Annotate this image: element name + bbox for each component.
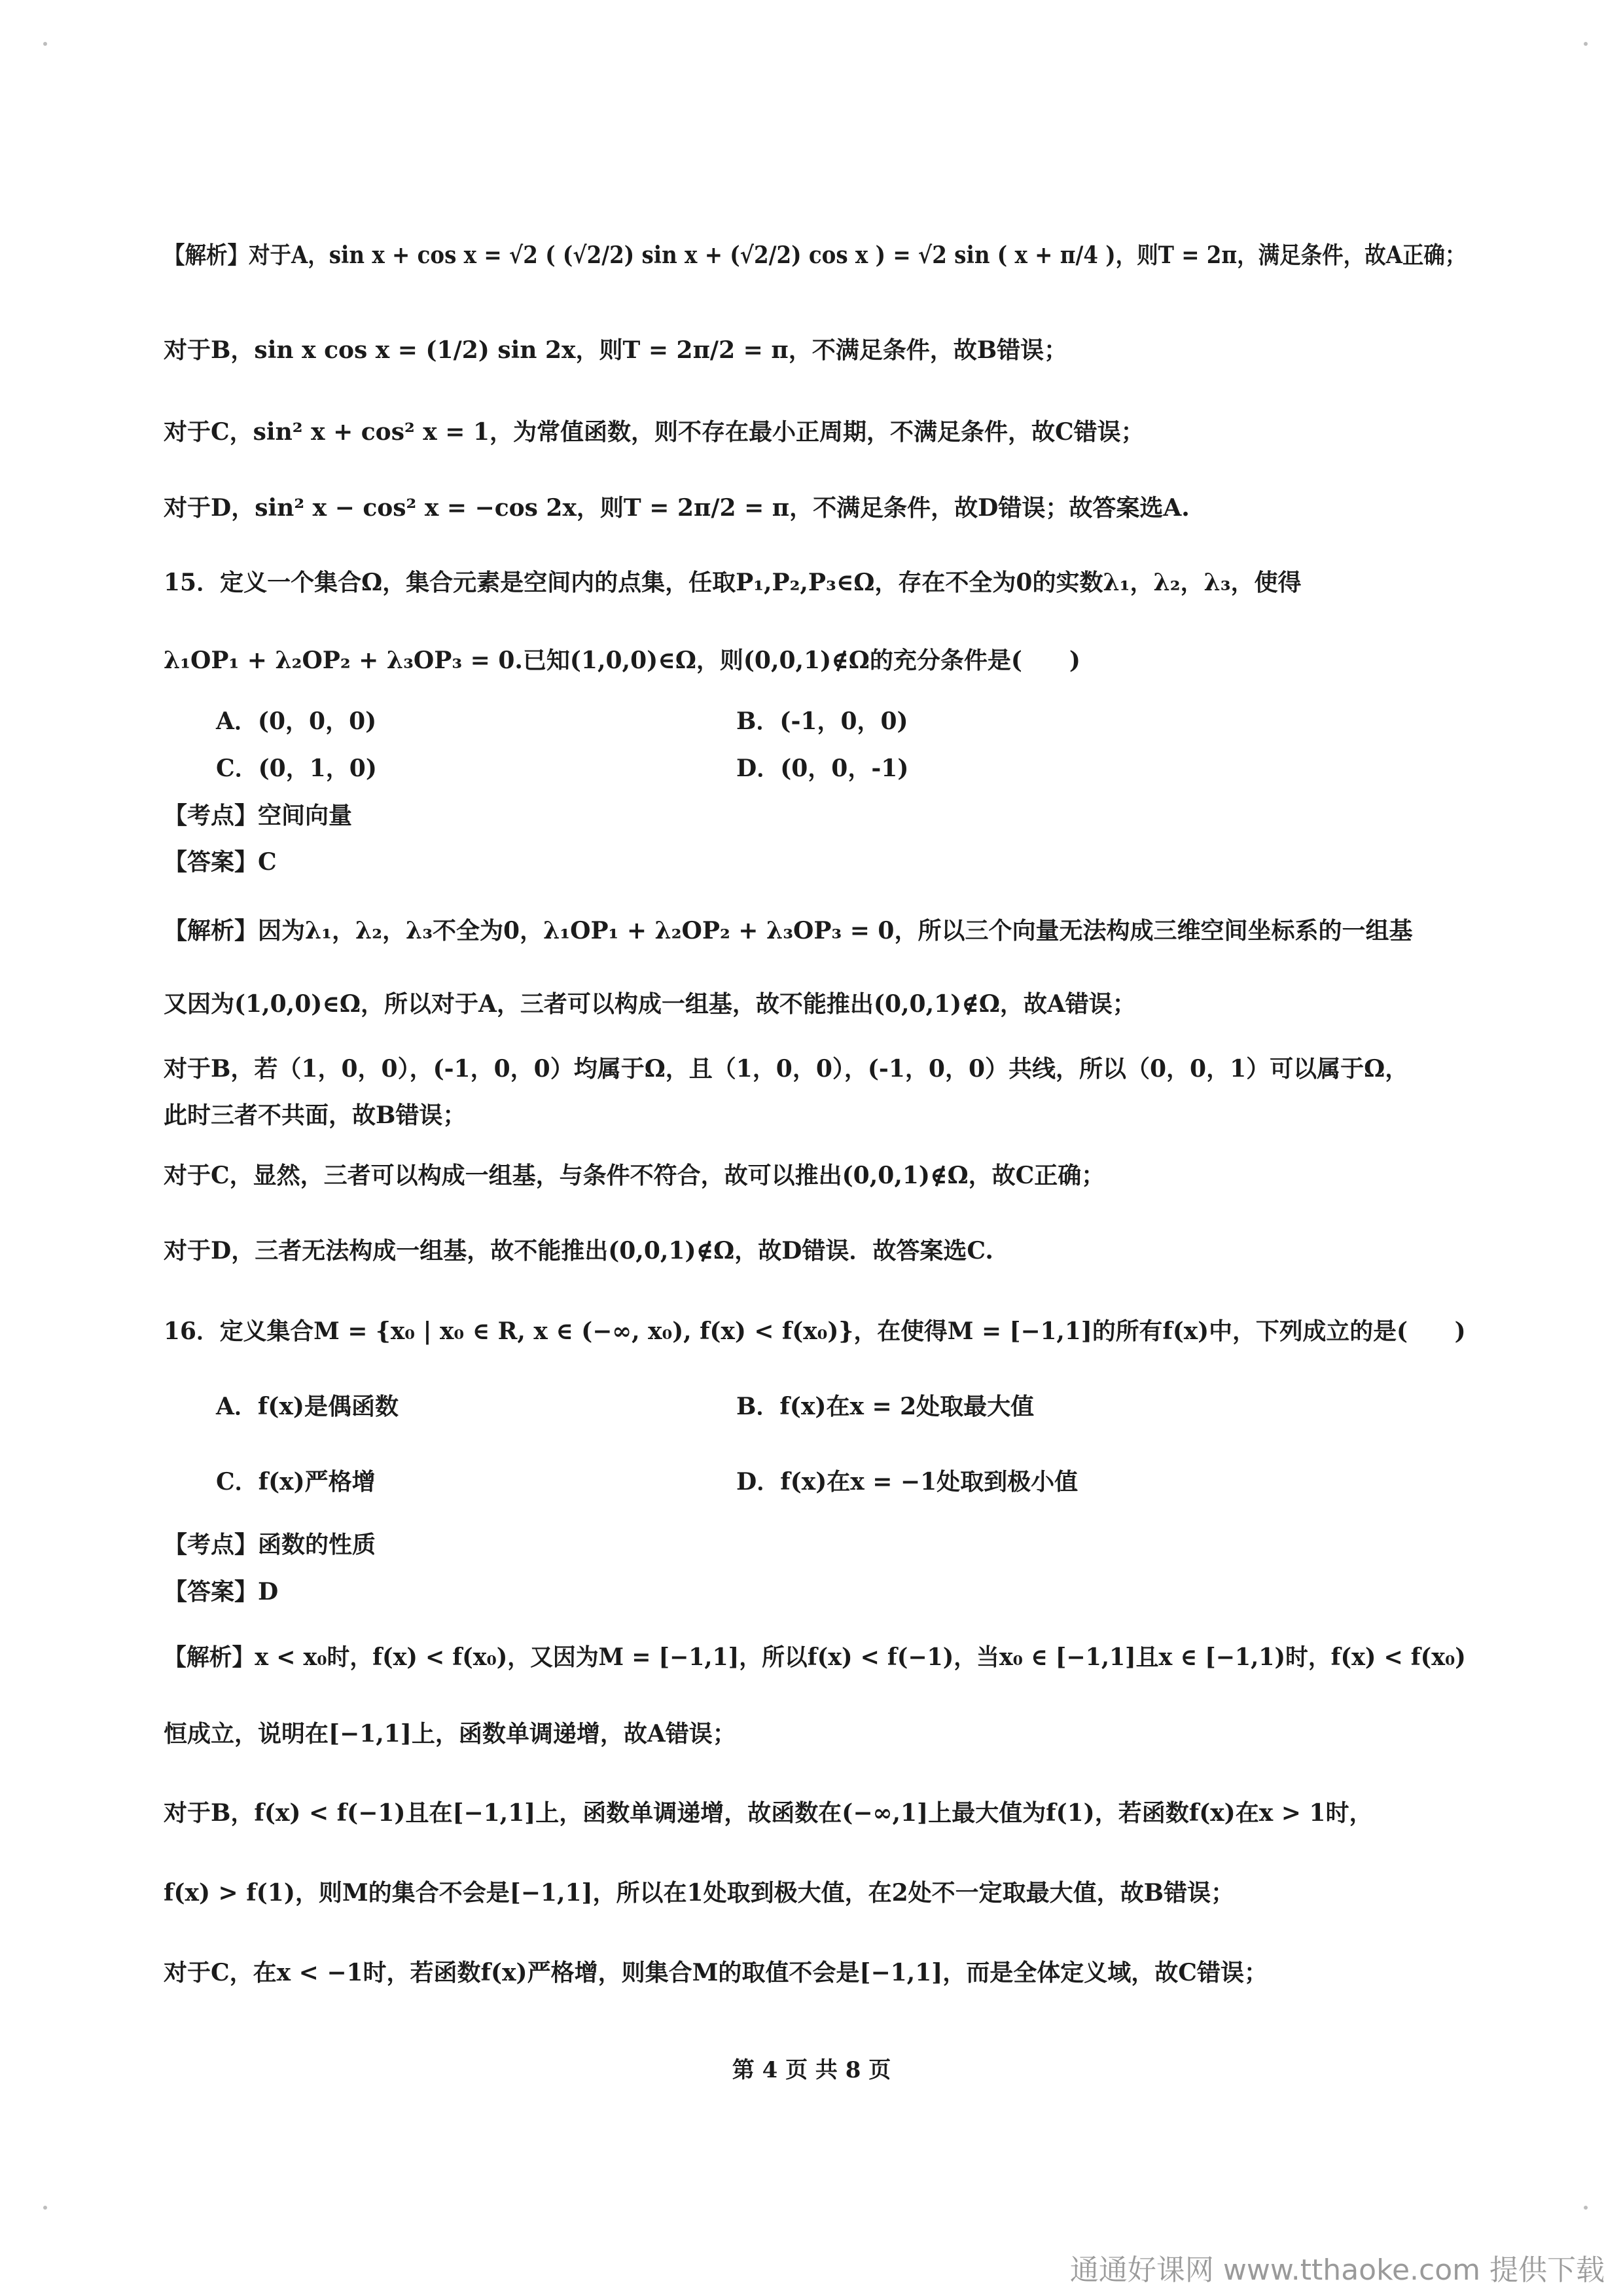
q16-option-d: D．f(x)在x = −1处取到极小值 — [736, 1468, 1079, 1496]
q14-analysis-b: 对于B，sin x cos x = (1/2) sin 2x，则T = 2π/2 = π，不满足条件，故B错误； — [164, 336, 1068, 364]
q16-analysis-2: 恒成立，说明在[−1,1]上，函数单调递增，故A错误； — [164, 1720, 736, 1748]
q15-option-a: A．(0，0，0) — [216, 708, 377, 735]
q14-analysis-c: 对于C，sin² x + cos² x = 1，为常值函数，则不存在最小正周期，不满足条件，故C错误； — [164, 418, 1145, 446]
q16-analysis-4: f(x) > f(1)，则M的集合不会是[−1,1]，所以在1处取到极大值，在2处不一定取最大值，故B错误； — [164, 1879, 1235, 1907]
q15-topic: 【考点】空间向量 — [164, 802, 353, 829]
q15-option-d: D．(0，0，-1) — [736, 755, 909, 782]
q14-analysis-d: 对于D，sin² x − cos² x = −cos 2x，则T = 2π/2 = π，不满足条件，故D错误；故答案选A. — [164, 494, 1190, 522]
q15-option-c: C．(0，1，0) — [216, 755, 377, 782]
q15-answer: 【答案】C — [164, 848, 277, 876]
q16-option-a: A．f(x)是偶函数 — [216, 1393, 399, 1420]
q16-answer: 【答案】D — [164, 1578, 279, 1605]
q16-analysis-3: 对于B，f(x) < f(−1)且在[−1,1]上，函数单调递增，故函数在(−∞,1]上最大值为f(1)，若函数f(x)在x > 1时， — [164, 1799, 1373, 1827]
q15-option-b: B．(-1，0，0) — [736, 708, 908, 735]
q16-stem: 16．定义集合M = {x₀ | x₀ ∈ R, x ∈ (−∞, x₀), f(x) < f(x₀)}，在使得M = [−1,1]的所有f(x)中，下列成立的是( ) — [164, 1318, 1466, 1345]
q15-stem-line2: λ₁OP₁ + λ₂OP₂ + λ₃OP₃ = 0.已知(1,0,0)∈Ω，则(0,0,1)∉Ω的充分条件是( ) — [164, 647, 1080, 674]
watermark: 通通好课网 www.tthaoke.com 提供下载 — [1069, 2253, 1605, 2287]
q15-analysis-1: 【解析】因为λ₁，λ₂，λ₃不全为0，λ₁OP₁ + λ₂OP₂ + λ₃OP₃ = 0，所以三个向量无法构成三维空间坐标系的一组基 — [164, 917, 1413, 944]
q16-topic: 【考点】函数的性质 — [164, 1531, 376, 1558]
q15-analysis-2: 又因为(1,0,0)∈Ω，所以对于A，三者可以构成一组基，故不能推出(0,0,1)∉Ω，故A错误； — [164, 990, 1136, 1018]
scan-corner-mark — [43, 2206, 47, 2210]
q15-analysis-5: 对于C，显然，三者可以构成一组基，与条件不符合，故可以推出(0,0,1)∉Ω，故C正确； — [164, 1162, 1105, 1189]
q16-analysis-5: 对于C，在x < −1时，若函数f(x)严格增，则集合M的取值不会是[−1,1]，而是全体定义域，故C错误； — [164, 1959, 1268, 1986]
q15-stem-line1: 15．定义一个集合Ω，集合元素是空间内的点集，任取P₁,P₂,P₃∈Ω，存在不全为0的实数λ₁，λ₂，λ₃，使得 — [164, 569, 1302, 596]
q15-analysis-3: 对于B，若（1，0，0），(-1，0，0）均属于Ω，且（1，0，0），(-1，0，0）共线，所以（0，0，1）可以属于Ω， — [164, 1055, 1409, 1083]
q14-analysis-a: 【解析】对于A，sin x + cos x = √2 ( (√2/2) sin x + (√2/2) cos x ) = √2 sin ( x + π/4 )，则T = 2π，满足条件，故A正确； — [164, 242, 1467, 269]
q15-analysis-4: 此时三者不共面，故B错误； — [164, 1102, 467, 1129]
q16-analysis-1: 【解析】x < x₀时，f(x) < f(x₀)，又因为M = [−1,1]，所以f(x) < f(−1)，当x₀ ∈ [−1,1]且x ∈ [−1,1)时，f(x) < f(x₀) — [164, 1643, 1466, 1671]
scan-corner-mark — [43, 42, 47, 46]
scan-corner-mark — [1584, 42, 1588, 46]
q15-analysis-6: 对于D，三者无法构成一组基，故不能推出(0,0,1)∉Ω，故D错误．故答案选C. — [164, 1237, 993, 1265]
scan-corner-mark — [1584, 2206, 1588, 2210]
q16-option-b: B．f(x)在x = 2处取最大值 — [736, 1393, 1035, 1420]
page-number: 第 4 页 共 8 页 — [732, 2057, 891, 2083]
q16-option-c: C．f(x)严格增 — [216, 1468, 376, 1496]
